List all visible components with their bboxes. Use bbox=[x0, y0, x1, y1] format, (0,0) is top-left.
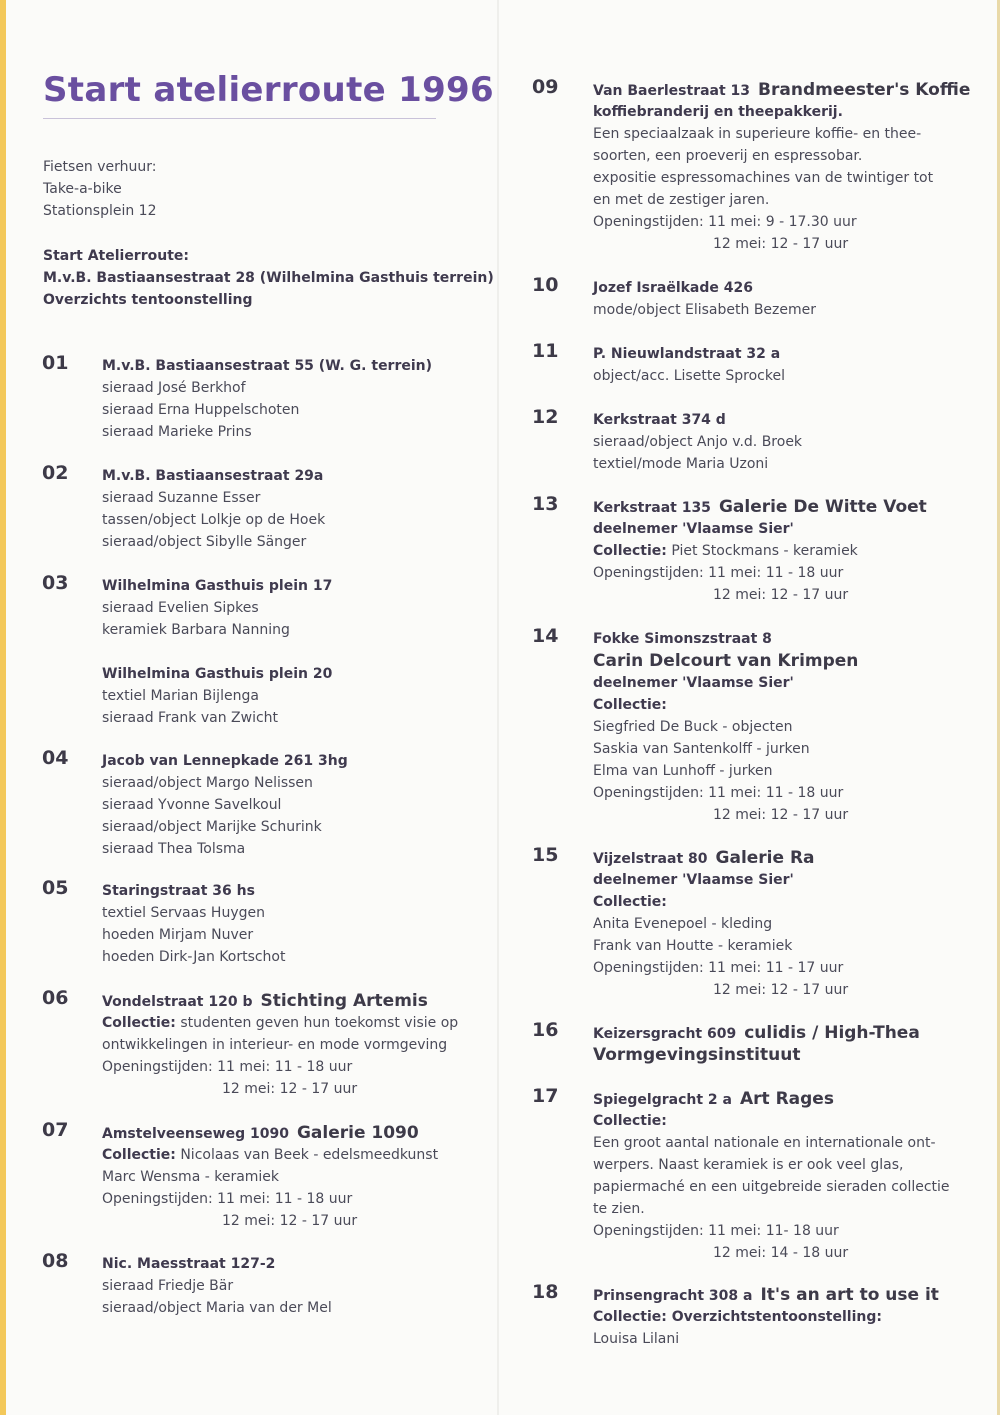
address-text: Kerkstraat 374 d bbox=[593, 412, 726, 428]
address-text: Collectie: bbox=[593, 697, 667, 713]
stop-number: 03 bbox=[42, 572, 69, 594]
detail-text: sieraad Marieke Prins bbox=[102, 424, 252, 440]
detail-line bbox=[593, 453, 802, 475]
address-text: Van Baerlestraat 13 bbox=[593, 83, 751, 99]
opening-hours-line: 12 mei: 12 - 17 uur bbox=[713, 807, 849, 823]
detail-line bbox=[102, 1056, 458, 1078]
detail-line bbox=[102, 816, 348, 838]
detail-text: Openingstijden: 11 mei: 11 - 18 uur bbox=[102, 1191, 353, 1207]
stop-number: 12 bbox=[532, 406, 559, 428]
detail-text: sieraad/object Maria van der Mel bbox=[102, 1300, 332, 1316]
detail-line bbox=[102, 1078, 458, 1100]
venue-name: Stichting Artemis bbox=[260, 991, 428, 1011]
detail-text: Openingstijden: 11 mei: 9 - 17.30 uur bbox=[593, 214, 857, 230]
detail-text: sieraad Evelien Sipkes bbox=[102, 600, 259, 616]
stop-number: 08 bbox=[42, 1250, 69, 1272]
address-text: Spiegelgracht 2 a bbox=[593, 1092, 732, 1108]
detail-line bbox=[593, 694, 858, 716]
stop-number: 17 bbox=[532, 1085, 559, 1107]
stop-number: 10 bbox=[532, 274, 559, 296]
detail-line bbox=[593, 79, 970, 101]
venue-name: Galerie Ra bbox=[715, 848, 815, 868]
detail-line bbox=[102, 421, 432, 443]
detail-text: Openingstijden: 11 mei: 11- 18 uur bbox=[593, 1223, 839, 1239]
venue-name: Galerie De Witte Voet bbox=[718, 497, 927, 517]
detail-text: Louisa Lilani bbox=[593, 1331, 680, 1347]
detail-text: Openingstijden: 11 mei: 11 - 18 uur bbox=[593, 565, 844, 581]
detail-line bbox=[593, 1132, 950, 1154]
stop-details bbox=[593, 409, 802, 475]
stop-number: 06 bbox=[42, 987, 69, 1009]
opening-hours-line: 12 mei: 12 - 17 uur bbox=[713, 236, 849, 252]
opening-hours-line: 12 mei: 12 - 17 uur bbox=[713, 982, 849, 998]
page-fold bbox=[497, 0, 499, 1415]
detail-line bbox=[593, 1220, 950, 1242]
detail-line bbox=[102, 1166, 438, 1188]
detail-line bbox=[102, 1012, 458, 1034]
detail-line bbox=[593, 1328, 939, 1350]
intro-line: M.v.B. Bastiaansestraat 28 (Wilhelmina Gasthuis terrein) bbox=[43, 270, 494, 286]
address-text: Kerkstraat 135 bbox=[593, 500, 711, 516]
detail-line bbox=[593, 540, 927, 562]
detail-line bbox=[102, 838, 348, 860]
venue-name: It's an art to use it bbox=[760, 1285, 939, 1305]
detail-line bbox=[593, 189, 970, 211]
detail-line bbox=[102, 377, 432, 399]
stop-number: 11 bbox=[532, 340, 559, 362]
detail-text: hoeden Dirk-Jan Kortschot bbox=[102, 949, 286, 965]
stop-number: 16 bbox=[532, 1019, 559, 1041]
address-text: Staringstraat 36 hs bbox=[102, 883, 255, 899]
detail-line bbox=[593, 979, 848, 1001]
venue-name: Art Rages bbox=[739, 1089, 834, 1109]
detail-text: Elma van Lunhoff - jurken bbox=[593, 763, 773, 779]
detail-line bbox=[102, 597, 332, 619]
detail-line bbox=[102, 707, 332, 729]
intro-line: Take-a-bike bbox=[43, 181, 122, 197]
address-text: Keizersgracht 609 bbox=[593, 1026, 737, 1042]
stop-details bbox=[593, 847, 848, 1001]
collection-label: Collectie: bbox=[102, 1015, 176, 1031]
detail-line bbox=[102, 487, 325, 509]
address-text: M.v.B. Bastiaansestraat 29a bbox=[102, 468, 324, 484]
detail-text: te zien. bbox=[593, 1201, 645, 1217]
detail-line bbox=[102, 880, 285, 902]
detail-line bbox=[593, 650, 858, 672]
detail-line bbox=[593, 738, 858, 760]
detail-line bbox=[593, 1044, 920, 1066]
detail-text: Een speciaalzaak in superieure koffie- en thee- bbox=[593, 126, 922, 142]
address-text: deelnemer 'Vlaamse Sier' bbox=[593, 675, 794, 691]
venue-name: Vormgevingsinstituut bbox=[593, 1045, 801, 1065]
detail-text: sieraad Yvonne Savelkoul bbox=[102, 797, 282, 813]
detail-text: sieraad Frank van Zwicht bbox=[102, 710, 279, 726]
stop-number: 09 bbox=[532, 76, 559, 98]
detail-line bbox=[593, 913, 848, 935]
detail-line bbox=[593, 365, 785, 387]
opening-hours-line: 12 mei: 12 - 17 uur bbox=[713, 587, 849, 603]
collection-label: Collectie: bbox=[102, 1147, 176, 1163]
detail-text: sieraad/object Sibylle Sänger bbox=[102, 534, 307, 550]
opening-hours-line: 12 mei: 12 - 17 uur bbox=[222, 1081, 358, 1097]
detail-line bbox=[102, 902, 285, 924]
bike-rental-info bbox=[43, 156, 157, 222]
detail-line bbox=[102, 1122, 438, 1144]
detail-line bbox=[593, 628, 858, 650]
detail-text: sieraad/object Anjo v.d. Broek bbox=[593, 434, 803, 450]
detail-text: Anita Evenepoel - kleding bbox=[593, 916, 773, 932]
detail-line bbox=[102, 531, 325, 553]
detail-text: en met de zestiger jaren. bbox=[593, 192, 770, 208]
detail-text: textiel Marian Bijlenga bbox=[102, 688, 259, 704]
detail-line bbox=[593, 562, 927, 584]
stop-number: 15 bbox=[532, 844, 559, 866]
opening-hours-line: 12 mei: 14 - 18 uur bbox=[713, 1245, 849, 1261]
address-text: koffiebranderij en theepakkerij. bbox=[593, 104, 843, 120]
stop-number: 02 bbox=[42, 462, 69, 484]
stop-details bbox=[593, 343, 785, 387]
detail-text: Piet Stockmans - keramiek bbox=[671, 543, 858, 559]
collection-label: Collectie: bbox=[593, 543, 667, 559]
route-start-info bbox=[43, 245, 494, 311]
detail-text: keramiek Barbara Nanning bbox=[102, 622, 290, 638]
page-edge-left bbox=[0, 0, 6, 1415]
detail-text: textiel/mode Maria Uzoni bbox=[593, 456, 769, 472]
stop-details bbox=[102, 465, 325, 553]
stop-number: 13 bbox=[532, 493, 559, 515]
address-text: Wilhelmina Gasthuis plein 17 bbox=[102, 578, 333, 594]
address-text: Amstelveenseweg 1090 bbox=[102, 1126, 289, 1142]
address-text: Fokke Simonszstraat 8 bbox=[593, 631, 772, 647]
address-text: Collectie: Overzichtstentoonstelling: bbox=[593, 1309, 882, 1325]
detail-line bbox=[593, 1306, 939, 1328]
stop-details bbox=[593, 496, 927, 606]
detail-text: Frank van Houtte - keramiek bbox=[593, 938, 793, 954]
detail-line bbox=[102, 750, 348, 772]
detail-line bbox=[102, 990, 458, 1012]
detail-text: Saskia van Santenkolff - jurken bbox=[593, 741, 810, 757]
address-text: Nic. Maesstraat 127-2 bbox=[102, 1256, 276, 1272]
stop-details bbox=[102, 750, 348, 860]
detail-line bbox=[102, 924, 285, 946]
detail-line bbox=[593, 1154, 950, 1176]
intro-line: Stationsplein 12 bbox=[43, 203, 157, 219]
detail-line bbox=[593, 1284, 939, 1306]
detail-line bbox=[593, 782, 858, 804]
detail-line bbox=[102, 772, 348, 794]
detail-line bbox=[593, 431, 802, 453]
detail-line bbox=[102, 685, 332, 707]
detail-line bbox=[593, 123, 970, 145]
detail-line bbox=[593, 211, 970, 233]
detail-text: sieraad/object Margo Nelissen bbox=[102, 775, 313, 791]
detail-line bbox=[102, 509, 325, 531]
detail-text: Een groot aantal nationale en internationale ont- bbox=[593, 1135, 936, 1151]
detail-line bbox=[593, 343, 785, 365]
detail-line bbox=[102, 1034, 458, 1056]
detail-text: Openingstijden: 11 mei: 11 - 18 uur bbox=[102, 1059, 353, 1075]
detail-text: sieraad Erna Huppelschoten bbox=[102, 402, 300, 418]
address-text: Vijzelstraat 80 bbox=[593, 851, 708, 867]
detail-line bbox=[593, 1242, 950, 1264]
detail-text: sieraad/object Marijke Schurink bbox=[102, 819, 322, 835]
detail-line bbox=[593, 716, 858, 738]
stop-number: 14 bbox=[532, 625, 559, 647]
detail-line bbox=[102, 1275, 332, 1297]
stop-details bbox=[593, 1022, 920, 1066]
address-text: M.v.B. Bastiaansestraat 55 (W. G. terrein) bbox=[102, 358, 433, 374]
address-text: Prinsengracht 308 a bbox=[593, 1288, 753, 1304]
intro-line: Overzichts tentoonstelling bbox=[43, 292, 253, 308]
detail-line bbox=[593, 957, 848, 979]
venue-name: Brandmeester's Koffie bbox=[758, 80, 971, 100]
detail-line bbox=[102, 1297, 332, 1319]
detail-line bbox=[102, 465, 325, 487]
detail-text: textiel Servaas Huygen bbox=[102, 905, 265, 921]
intro-line: Start Atelierroute: bbox=[43, 248, 189, 264]
detail-line bbox=[593, 1176, 950, 1198]
stop-number: 07 bbox=[42, 1119, 69, 1141]
address-text: deelnemer 'Vlaamse Sier' bbox=[593, 521, 794, 537]
detail-text: werpers. Naast keramiek is er ook veel glas, bbox=[593, 1157, 904, 1173]
stop-details bbox=[593, 628, 858, 826]
opening-hours-line: 12 mei: 12 - 17 uur bbox=[222, 1213, 358, 1229]
detail-text: object/acc. Lisette Sprockel bbox=[593, 368, 785, 384]
detail-line bbox=[593, 518, 927, 540]
detail-text: sieraad Suzanne Esser bbox=[102, 490, 261, 506]
detail-text: hoeden Mirjam Nuver bbox=[102, 927, 254, 943]
detail-line bbox=[593, 804, 858, 826]
detail-text: Openingstijden: 11 mei: 11 - 18 uur bbox=[593, 785, 844, 801]
detail-line bbox=[593, 891, 848, 913]
stop-details bbox=[102, 880, 285, 968]
stop-number: 18 bbox=[532, 1281, 559, 1303]
stop-number: 05 bbox=[42, 877, 69, 899]
detail-line bbox=[102, 1188, 438, 1210]
detail-line bbox=[593, 167, 970, 189]
detail-text: papiermaché en een uitgebreide sieraden collectie bbox=[593, 1179, 950, 1195]
detail-line bbox=[593, 869, 848, 891]
detail-line bbox=[593, 409, 802, 431]
detail-line bbox=[593, 233, 970, 255]
stop-details bbox=[102, 990, 458, 1100]
detail-line bbox=[102, 575, 332, 597]
detail-line bbox=[102, 1253, 332, 1275]
detail-line bbox=[102, 641, 332, 663]
detail-line bbox=[102, 1210, 438, 1232]
detail-text: sieraad Thea Tolsma bbox=[102, 841, 246, 857]
address-text: Collectie: bbox=[593, 894, 667, 910]
stop-number: 04 bbox=[42, 747, 69, 769]
detail-line bbox=[593, 584, 927, 606]
detail-line bbox=[593, 1022, 920, 1044]
stop-details bbox=[593, 277, 816, 321]
detail-line bbox=[102, 399, 432, 421]
address-text: Jacob van Lennepkade 261 3hg bbox=[102, 753, 348, 769]
venue-name: Carin Delcourt van Krimpen bbox=[593, 651, 859, 671]
detail-text: ontwikkelingen in interieur- en mode vormgeving bbox=[102, 1037, 448, 1053]
detail-line bbox=[593, 145, 970, 167]
address-text: Collectie: bbox=[593, 1113, 667, 1129]
address-text: deelnemer 'Vlaamse Sier' bbox=[593, 872, 794, 888]
detail-text: sieraad José Berkhof bbox=[102, 380, 246, 396]
detail-text: Siegfried De Buck - objecten bbox=[593, 719, 793, 735]
intro-line: Fietsen verhuur: bbox=[43, 159, 157, 175]
detail-line bbox=[102, 355, 432, 377]
stop-details bbox=[102, 1253, 332, 1319]
venue-name: culidis / High-Thea bbox=[744, 1023, 920, 1043]
venue-name: Galerie 1090 bbox=[296, 1123, 419, 1143]
title-underline bbox=[43, 118, 436, 119]
stop-details bbox=[593, 1088, 950, 1264]
detail-line bbox=[593, 935, 848, 957]
detail-text: Nicolaas van Beek - edelsmeedkunst bbox=[180, 1147, 439, 1163]
detail-text: tassen/object Lolkje op de Hoek bbox=[102, 512, 326, 528]
detail-text: mode/object Elisabeth Bezemer bbox=[593, 302, 817, 318]
detail-line bbox=[102, 794, 348, 816]
detail-line bbox=[102, 663, 332, 685]
stop-number: 01 bbox=[42, 352, 69, 374]
detail-text: Marc Wensma - keramiek bbox=[102, 1169, 280, 1185]
detail-line bbox=[593, 1088, 950, 1110]
page-title: Start atelierroute 1996 bbox=[43, 70, 494, 110]
detail-line bbox=[593, 1198, 950, 1220]
stop-details bbox=[102, 575, 332, 729]
detail-line bbox=[593, 496, 927, 518]
address-text: Wilhelmina Gasthuis plein 20 bbox=[102, 666, 333, 682]
detail-line bbox=[593, 299, 816, 321]
stop-details bbox=[593, 79, 970, 255]
detail-line bbox=[593, 277, 816, 299]
detail-line bbox=[593, 101, 970, 123]
stop-details bbox=[102, 355, 432, 443]
detail-line bbox=[102, 946, 285, 968]
detail-line bbox=[102, 1144, 438, 1166]
address-text: Vondelstraat 120 b bbox=[102, 994, 253, 1010]
detail-text: sieraad Friedje Bär bbox=[102, 1278, 234, 1294]
detail-line bbox=[593, 1110, 950, 1132]
stop-details bbox=[593, 1284, 939, 1350]
detail-text: Openingstijden: 11 mei: 11 - 17 uur bbox=[593, 960, 844, 976]
address-text: P. Nieuwlandstraat 32 a bbox=[593, 346, 781, 362]
detail-text: expositie espressomachines van de twintiger tot bbox=[593, 170, 934, 186]
detail-line bbox=[593, 672, 858, 694]
detail-text: studenten geven hun toekomst visie op bbox=[180, 1015, 459, 1031]
detail-line bbox=[102, 619, 332, 641]
detail-text: soorten, een proeverij en espressobar. bbox=[593, 148, 863, 164]
stop-details bbox=[102, 1122, 438, 1232]
detail-line bbox=[593, 847, 848, 869]
address-text: Jozef Israëlkade 426 bbox=[593, 280, 753, 296]
detail-line bbox=[593, 760, 858, 782]
